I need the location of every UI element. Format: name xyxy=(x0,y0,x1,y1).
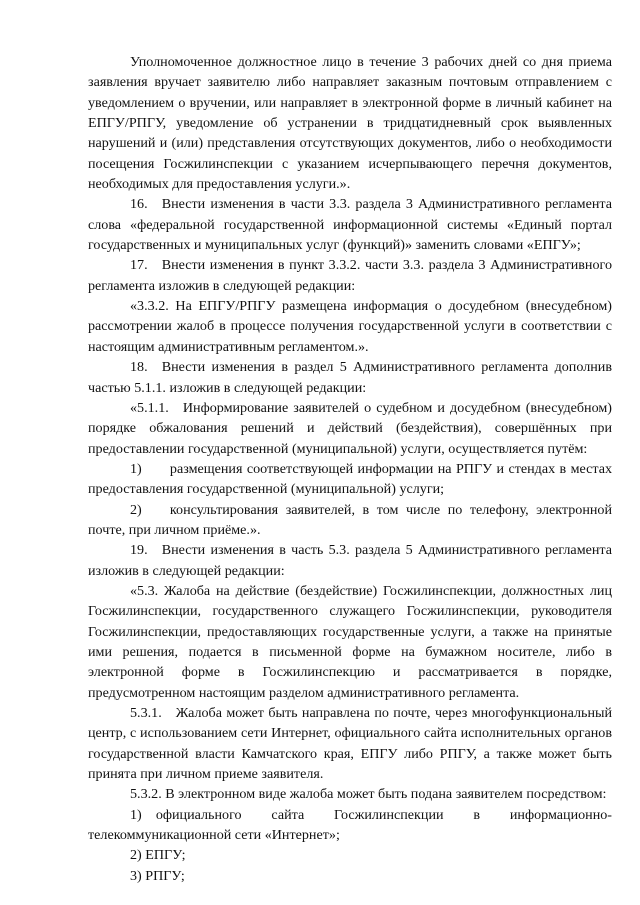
paragraph-5-1-1: «5.1.1. Информирование заявителей о судебном и досудебном (внесудебном) порядке обжалования решений и действий (бездействия), совершённых при предоставлении государственной (муниципальной) услуги, осуществляется путём: xyxy=(88,399,612,457)
paragraph-5-3-1: 5.3.1. Жалоба может быть направлена по почте, через многофункциональный центр, с использованием сети Интернет, официального сайта исполнительных органов государственной власти Камчатского края, ЕПГУ либо РПГУ, а также может быть принята при личном приеме заявителя. xyxy=(88,705,612,783)
paragraph-3-3-2: «3.3.2. На ЕПГУ/РПГУ размещена информация о досудебном (внесудебном) рассмотрении жалоб в процессе получения государственной услуги в соответствии с настоящим административным регламентом.». xyxy=(88,298,612,355)
paragraph-channel-3: 3) РПГУ; xyxy=(130,867,185,884)
paragraph-item-17: 17. Внести изменения в пункт 3.3.2. части 3.3. раздела 3 Административного регламента изложив в следующей редакции: xyxy=(88,257,612,294)
paragraph-5-3-2: 5.3.2. В электронном виде жалоба может быть подана заявителем посредством: xyxy=(130,786,607,803)
paragraph-channel-1: 1) официального сайта Госжилинспекции в информационно-телекоммуникационной сети «Интернет»; xyxy=(88,806,612,844)
document-page xyxy=(88,52,612,886)
paragraph-item-16: 16. Внести изменения в части 3.3. раздела 3 Административного регламента слова «федеральной государственной информационной системы «Единый портал государственных и муниципальных услуг (функций)» заменить словами «ЕПГУ»; xyxy=(88,196,612,254)
paragraph-notification: Уполномоченное должностное лицо в течение 3 рабочих дней со дня приема заявления вручает заявителю либо направляет заказным почтовым отправлением с уведомлением о вручении, или направляет в электронной форме в личный кабинет на ЕПГУ/РПГУ, уведомление об устранении в тридцатидневный срок выявленных нарушений и (или) представления отсутствующих документов, либо о необходимости посещения Госжилинспекции с указанием исчерпывающего перечня документов, необходимых для предоставления услуги.». xyxy=(88,54,612,193)
paragraph-list-item-1: 1) размещения соответствующей информации на РПГУ и стендах в местах предоставления государственной (муниципальной) услуги; xyxy=(88,460,612,498)
paragraph-5-3: «5.3. Жалоба на действие (бездействие) Госжилинспекции, должностных лиц Госжилинспекции, государственного служащего Госжилинспекции, руководителя Госжилинспекции, предоставляющих государственные услуги, а также на принятые ими решения, подается в письменной форме на бумажном носителе, либо в электронной форме в Госжилинспекцию и рассматривается в порядке, предусмотренном настоящим разделом административного регламента. xyxy=(88,582,612,701)
paragraph-item-19: 19. Внести изменения в часть 5.3. раздела 5 Административного регламента изложив в следующей редакции: xyxy=(88,542,612,579)
paragraph-item-18: 18. Внести изменения в раздел 5 Административного регламента дополнив частью 5.1.1. изложив в следующей редакции: xyxy=(88,359,612,396)
paragraph-list-item-2: 2) консультирования заявителей, в том числе по телефону, электронной почте, при личном приёме.». xyxy=(88,501,612,538)
paragraph-channel-2: 2) ЕПГУ; xyxy=(130,847,186,864)
